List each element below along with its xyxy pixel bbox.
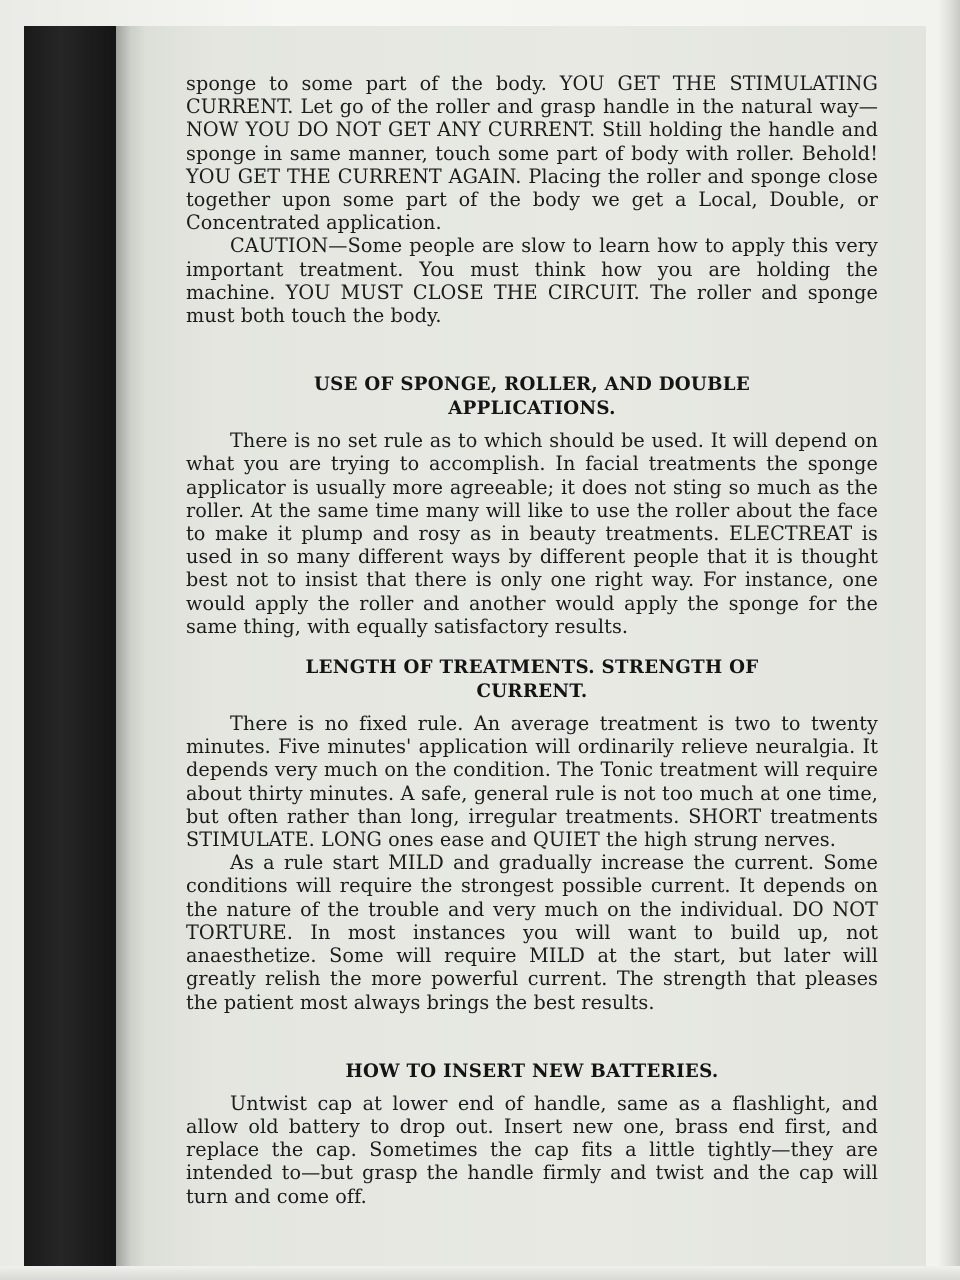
book-spine: [24, 26, 116, 1280]
paragraph-continuation: sponge to some part of the body. YOU GET THE STIMULATING CURRENT. Let go of the roller and grasp handle in the natural way—NOW YOU DO NOT GET ANY CURRENT. Still holding the handle and sponge in same manner, touch some part of body with roller. Behold! YOU GET THE CURRENT AGAIN. Placing the roller and sponge close together upon some part of the body we get a Local, Double, or Concentrated application.: [186, 72, 878, 235]
paragraph-caution: CAUTION—Some people are slow to learn how to apply this very important treatment. You must think how you are holding the machine. YOU MUST CLOSE THE CIRCUIT. The roller and sponge must both touch the body.: [186, 234, 878, 328]
heading-length-of-treatments: LENGTH OF TREATMENTS. STRENGTH OF CURRENT.: [305, 657, 759, 703]
heading-insert-batteries: HOW TO INSERT NEW BATTERIES.: [345, 1060, 719, 1082]
heading-use-of-sponge-roller: USE OF SPONGE, ROLLER, AND DOUBLE APPLICATIONS.: [313, 374, 751, 420]
gutter-shadow: [116, 26, 146, 1280]
paragraph-insert-batteries: Untwist cap at lower end of handle, same as a flashlight, and allow old battery to drop out. Insert new one, brass end first, and replace the cap. Sometimes the cap fits a little tightly—they are intended to—but grasp the handle firmly and twist and the cap will turn and come off.: [186, 1091, 878, 1208]
paragraph-length-of-treatments: There is no fixed rule. An average treatment is two to twenty minutes. Five minutes' application will ordinarily relieve neuralgia. It depends very much on the condition. The Tonic treatment will require about thirty minutes. A safe, general rule is not too much at one time, but often rather than long, irregular treatments. SHORT treatments STIMULATE. LONG ones ease and QUIET the high strung nerves.: [186, 712, 878, 852]
paragraph-strength-of-current: As a rule start MILD and gradually increase the current. Some conditions will require the strongest possible current. It depends on the nature of the trouble and very much on the individual. DO NOT TORTURE. In most instances you will want to build up, not anaesthetize. Some will require MILD at the start, but later will greatly relish the more powerful current. The strength that pleases the patient most always brings the best results.: [186, 851, 878, 1014]
text-column: [186, 72, 878, 1208]
frame-edge-bottom: [0, 1266, 960, 1280]
frame-edge-right: [938, 0, 960, 1280]
paragraph-use-of-sponge: There is no set rule as to which should be used. It will depend on what you are trying to accomplish. In facial treatments the sponge applicator is usually more agreeable; it does not sting so much as the roller. At the same time many will like to use the roller about the face to make it plump and rosy as in beauty treatments. ELECTREAT is used in so many different ways by different people that it is thought best not to insist that there is only one right way. For instance, one would apply the roller and another would apply the sponge for the same thing, with equally satisfactory results.: [186, 429, 878, 638]
